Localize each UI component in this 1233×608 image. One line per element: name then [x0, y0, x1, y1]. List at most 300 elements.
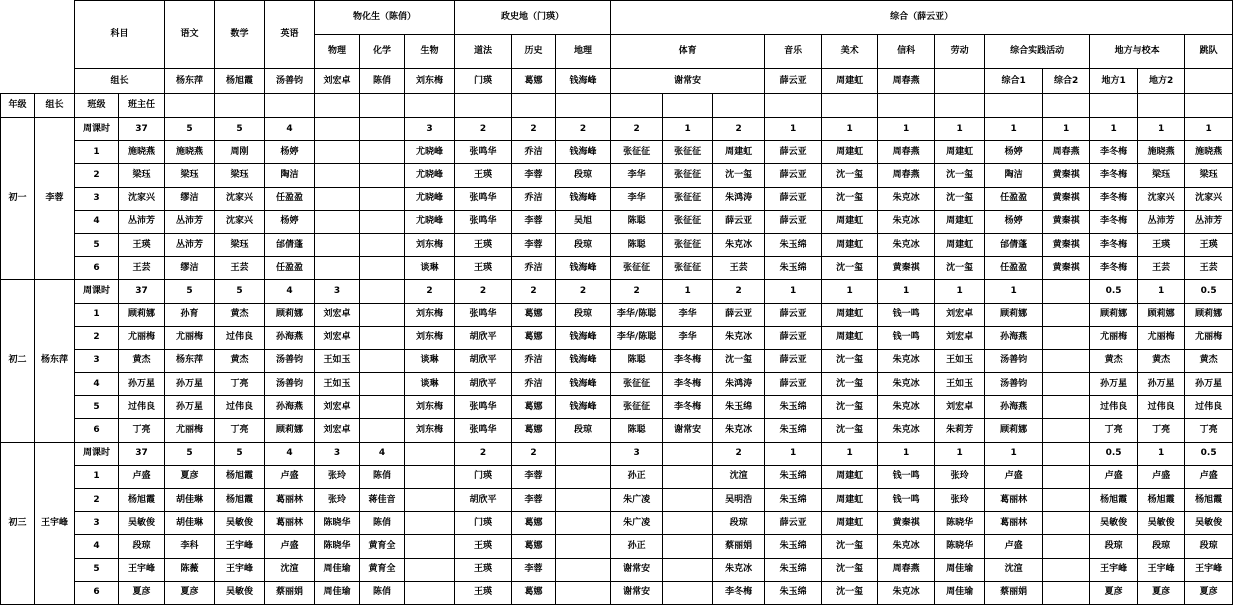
table-cell: 陈晓华 [315, 535, 360, 558]
table-cell: 李冬梅 [1090, 164, 1138, 187]
table-cell: 孙万星 [1185, 373, 1233, 396]
table-cell: 沈家兴 [1138, 187, 1185, 210]
table-cell: 孙育 [165, 303, 215, 326]
table-cell: 王宇峰 [1090, 558, 1138, 581]
table-cell: 李华 [611, 187, 663, 210]
banji-label: 班级 [75, 94, 119, 118]
table-cell: 葛娜 [512, 512, 556, 535]
table-cell: 朱玉绵 [765, 535, 822, 558]
table-cell: 2 [512, 442, 556, 465]
table-cell: 沈一玺 [822, 164, 878, 187]
col-wuli: 物理 [315, 35, 360, 69]
table-cell: 过伟良 [215, 326, 265, 349]
table-cell: 3 [75, 512, 119, 535]
zuzhang-label: 组长 [75, 69, 165, 94]
table-cell: 周建虹 [935, 141, 985, 164]
table-cell: 李冬梅 [1090, 257, 1138, 280]
table-cell: 梁珏 [165, 164, 215, 187]
table-cell: 王芸 [119, 257, 165, 280]
table-cell [1043, 512, 1090, 535]
table-cell: 沈一玺 [822, 373, 878, 396]
table-cell: 李科 [165, 535, 215, 558]
table-cell: 陈晓华 [315, 512, 360, 535]
zuzhang-name: 葛娜 [512, 69, 556, 94]
table-cell: 王瑛 [119, 233, 165, 256]
table-cell: 段琼 [119, 535, 165, 558]
table-cell: 陈晓华 [935, 512, 985, 535]
table-cell: 杨婷 [985, 141, 1043, 164]
table-cell [360, 373, 405, 396]
table-cell [1043, 326, 1090, 349]
table-cell: 朱克冰 [878, 581, 935, 604]
table-cell: 周建虹 [822, 326, 878, 349]
table-cell: 2 [455, 280, 512, 303]
table-cell: 37 [119, 280, 165, 303]
table-cell: 朱广凌 [611, 489, 663, 512]
table-cell: 黄杰 [215, 349, 265, 372]
table-cell: 胡欣平 [455, 489, 512, 512]
table-cell: 刘东梅 [405, 396, 455, 419]
table-cell: 朱玉绵 [765, 419, 822, 442]
table-cell [360, 257, 405, 280]
table-cell [315, 257, 360, 280]
zuzhang-name: 周建虹 [822, 69, 878, 94]
table-cell: 朱克冰 [713, 558, 765, 581]
table-cell: 孙海燕 [265, 326, 315, 349]
table-cell: 李冬梅 [663, 373, 713, 396]
table-cell: 沈渲 [713, 465, 765, 488]
table-cell [360, 118, 405, 141]
table-cell: 沈一玺 [935, 187, 985, 210]
table-cell: 沈一玺 [713, 164, 765, 187]
table-cell: 沈家兴 [215, 210, 265, 233]
table-cell: 2 [713, 442, 765, 465]
table-cell: 1 [1138, 118, 1185, 141]
table-cell: 尤丽梅 [165, 419, 215, 442]
table-row [1, 558, 1233, 581]
table-cell [360, 326, 405, 349]
table-cell: 1 [822, 118, 878, 141]
table-cell: 5 [165, 280, 215, 303]
table-cell: 朱鸿涛 [713, 373, 765, 396]
table-cell: 朱玉绵 [765, 558, 822, 581]
table-cell: 梁珏 [119, 164, 165, 187]
table-cell [1043, 280, 1090, 303]
table-cell: 顾莉娜 [985, 303, 1043, 326]
table-cell [360, 141, 405, 164]
banzhuren-label: 班主任 [119, 94, 165, 118]
table-cell: 薛云亚 [765, 187, 822, 210]
table-cell: 周建虹 [935, 210, 985, 233]
table-cell: 5 [215, 280, 265, 303]
table-cell: 张征征 [663, 210, 713, 233]
table-cell: 胡欣平 [455, 349, 512, 372]
table-cell: 顾莉娜 [1138, 303, 1185, 326]
table-cell: 王如玉 [315, 349, 360, 372]
table-cell: 张鸣华 [455, 419, 512, 442]
table-cell: 1 [985, 118, 1043, 141]
table-cell: 顾莉娜 [265, 419, 315, 442]
zuzhang-name [935, 69, 985, 94]
table-cell [1043, 303, 1090, 326]
table-cell [360, 303, 405, 326]
table-cell: 葛娜 [512, 326, 556, 349]
table-cell [405, 535, 455, 558]
table-cell: 段琼 [1138, 535, 1185, 558]
col-yingyu: 英语 [265, 1, 315, 69]
table-cell: 0.5 [1185, 442, 1233, 465]
table-cell: 朱克冰 [878, 349, 935, 372]
table-cell: 陈聪 [611, 233, 663, 256]
table-cell: 段琼 [713, 512, 765, 535]
table-cell: 卢盛 [119, 465, 165, 488]
table-cell: 夏彦 [1138, 581, 1185, 604]
table-cell: 葛娜 [512, 419, 556, 442]
table-cell: 周刚 [215, 141, 265, 164]
table-cell: 王如玉 [935, 373, 985, 396]
table-cell: 4 [75, 373, 119, 396]
table-cell: 3 [315, 280, 360, 303]
table-cell: 朱克冰 [713, 233, 765, 256]
table-cell: 周建虹 [822, 489, 878, 512]
table-cell: 陈俏 [360, 465, 405, 488]
table-cell: 周佳瑜 [935, 581, 985, 604]
table-cell: 卢盛 [1185, 465, 1233, 488]
table-cell: 6 [75, 581, 119, 604]
table-cell [663, 558, 713, 581]
table-cell [663, 489, 713, 512]
table-cell: 黄秦祺 [1043, 233, 1090, 256]
zuzhang-name: 陈俏 [360, 69, 405, 94]
table-cell: 门瑛 [455, 512, 512, 535]
table-cell: 朱玉绵 [765, 465, 822, 488]
table-cell: 李蓉 [512, 558, 556, 581]
table-cell: 邰倩蓬 [985, 233, 1043, 256]
table-cell [663, 512, 713, 535]
table-cell: 黄杰 [1090, 349, 1138, 372]
zuzhang-name: 刘宏卓 [315, 69, 360, 94]
table-cell: 卢盛 [1090, 465, 1138, 488]
table-cell: 沈一玺 [822, 558, 878, 581]
table-cell [663, 465, 713, 488]
table-cell: 丁亮 [1090, 419, 1138, 442]
group-wuhuasheng: 物化生（陈俏） [315, 1, 455, 35]
table-cell [405, 489, 455, 512]
table-cell: 1 [878, 118, 935, 141]
table-row [1, 465, 1233, 488]
table-cell: 葛娜 [512, 535, 556, 558]
table-cell: 陈聪 [611, 349, 663, 372]
table-cell: 任盈盈 [985, 187, 1043, 210]
table-cell: 37 [119, 118, 165, 141]
table-cell: 沈渲 [265, 558, 315, 581]
table-cell [1043, 581, 1090, 604]
table-cell: 周建虹 [822, 512, 878, 535]
table-cell: 陈俏 [360, 581, 405, 604]
table-cell [360, 164, 405, 187]
table-cell: 朱莉芳 [935, 419, 985, 442]
grade-name: 初一 [1, 118, 35, 280]
table-cell: 孙万星 [165, 396, 215, 419]
table-cell [663, 535, 713, 558]
table-cell: 顾莉娜 [1185, 303, 1233, 326]
table-cell: 刘宏卓 [315, 303, 360, 326]
table-cell: 6 [75, 257, 119, 280]
grade-leader: 王宇峰 [35, 442, 75, 604]
table-cell: 薛云亚 [765, 326, 822, 349]
table-cell [405, 442, 455, 465]
table-cell: 朱克冰 [878, 187, 935, 210]
table-cell: 乔洁 [512, 257, 556, 280]
table-cell: 张鸣华 [455, 141, 512, 164]
table-cell: 沈一玺 [935, 164, 985, 187]
col-daofa: 道法 [455, 35, 512, 69]
table-cell: 1 [1138, 280, 1185, 303]
grade-name: 初二 [1, 280, 35, 442]
table-cell: 钱海峰 [556, 187, 611, 210]
table-cell: 丛沛芳 [165, 233, 215, 256]
table-cell: 过伟良 [1185, 396, 1233, 419]
table-cell: 黄杰 [1138, 349, 1185, 372]
table-cell [1043, 373, 1090, 396]
table-cell [556, 512, 611, 535]
table-cell: 沈一玺 [713, 349, 765, 372]
table-cell: 黄秦祺 [1043, 187, 1090, 210]
table-cell: 4 [265, 442, 315, 465]
table-cell: 王宇峰 [119, 558, 165, 581]
table-cell: 王瑛 [455, 535, 512, 558]
table-cell: 钱海峰 [556, 349, 611, 372]
table-cell: 4 [265, 118, 315, 141]
table-cell: 谈琳 [405, 349, 455, 372]
table-cell: 段琼 [556, 303, 611, 326]
table-cell: 朱玉绵 [765, 396, 822, 419]
table-row [1, 187, 1233, 210]
nianji-label: 年级 [1, 94, 35, 118]
zuzhang-name: 地方1 [1090, 69, 1138, 94]
table-cell: 吴敏俊 [215, 512, 265, 535]
table-cell: 钱一鸣 [878, 465, 935, 488]
table-cell: 尤晓峰 [405, 187, 455, 210]
table-cell: 5 [75, 558, 119, 581]
table-cell: 张征征 [663, 257, 713, 280]
table-cell: 丁亮 [1138, 419, 1185, 442]
table-row [1, 141, 1233, 164]
table-cell: 丁亮 [215, 373, 265, 396]
table-cell: 张征征 [663, 233, 713, 256]
zuzhang-name: 综合2 [1043, 69, 1090, 94]
table-cell: 薛云亚 [713, 303, 765, 326]
table-cell: 周建虹 [713, 141, 765, 164]
table-cell: 张征征 [611, 257, 663, 280]
zuzhang-name: 地方2 [1138, 69, 1185, 94]
table-cell [1043, 558, 1090, 581]
col-huaxue: 化学 [360, 35, 405, 69]
table-cell: 施晓燕 [165, 141, 215, 164]
table-cell: 沈一玺 [935, 257, 985, 280]
table-cell: 张玲 [315, 465, 360, 488]
table-cell: 李蓉 [512, 465, 556, 488]
table-cell [663, 442, 713, 465]
table-cell: 孙正 [611, 465, 663, 488]
zuzhang-name: 汤善钧 [265, 69, 315, 94]
table-cell: 1 [663, 118, 713, 141]
table-cell: 沈一玺 [822, 581, 878, 604]
table-cell: 施晓燕 [119, 141, 165, 164]
table-cell: 0.5 [1090, 280, 1138, 303]
table-cell [360, 280, 405, 303]
table-cell: 吴敏俊 [1090, 512, 1138, 535]
table-cell: 黄秦祺 [878, 257, 935, 280]
table-cell: 1 [1090, 118, 1138, 141]
table-cell: 李华/陈聪 [611, 326, 663, 349]
table-cell: 王瑛 [455, 164, 512, 187]
table-cell: 王宇峰 [1138, 558, 1185, 581]
table-cell: 施晓燕 [1138, 141, 1185, 164]
table-cell: 黄秦祺 [1043, 257, 1090, 280]
table-cell [1043, 442, 1090, 465]
table-cell: 陈聪 [611, 210, 663, 233]
table-cell: 周春燕 [878, 164, 935, 187]
table-cell: 段琼 [556, 164, 611, 187]
table-cell: 2 [75, 164, 119, 187]
table-cell: 丛沛芳 [119, 210, 165, 233]
table-cell: 周春燕 [1043, 141, 1090, 164]
table-cell: 顾莉娜 [265, 303, 315, 326]
table-cell: 葛丽林 [265, 489, 315, 512]
table-cell: 李华 [611, 164, 663, 187]
table-cell: 沈渲 [985, 558, 1043, 581]
table-cell: 孙万星 [119, 373, 165, 396]
table-cell: 朱克冰 [878, 373, 935, 396]
table-cell: 薛云亚 [765, 210, 822, 233]
table-cell: 钱一鸣 [878, 489, 935, 512]
table-cell: 刘宏卓 [935, 326, 985, 349]
col-difang: 地方与校本 [1090, 35, 1185, 69]
table-row [1, 489, 1233, 512]
table-row [1, 581, 1233, 604]
col-tiaodui: 跳队 [1185, 35, 1233, 69]
table-cell: 张鸣华 [455, 210, 512, 233]
table-cell: 刘东梅 [405, 419, 455, 442]
table-cell: 2 [455, 442, 512, 465]
table-cell: 王瑛 [455, 233, 512, 256]
table-cell: 王宇峰 [215, 558, 265, 581]
table-cell: 2 [713, 118, 765, 141]
table-cell: 5 [215, 442, 265, 465]
table-cell: 张征征 [611, 396, 663, 419]
table-cell: 陈俏 [360, 512, 405, 535]
table-cell: 任盈盈 [265, 187, 315, 210]
zuzhang-name: 综合1 [985, 69, 1043, 94]
table-cell: 丁亮 [1185, 419, 1233, 442]
col-xinke: 信科 [878, 35, 935, 69]
table-cell: 蔡丽娟 [985, 581, 1043, 604]
table-cell: 过伟良 [215, 396, 265, 419]
table-cell: 1 [1185, 118, 1233, 141]
table-row [1, 419, 1233, 442]
table-cell: 王如玉 [935, 349, 985, 372]
table-cell: 黄秦祺 [1043, 164, 1090, 187]
table-cell: 周建虹 [822, 465, 878, 488]
table-cell: 沈一玺 [822, 535, 878, 558]
table-cell: 张玲 [315, 489, 360, 512]
table-cell: 尤丽梅 [1090, 326, 1138, 349]
table-cell: 李冬梅 [1090, 141, 1138, 164]
table-cell: 2 [611, 118, 663, 141]
table-cell: 邰倩蓬 [265, 233, 315, 256]
table-cell: 薛云亚 [765, 512, 822, 535]
table-cell: 黄秦祺 [1043, 210, 1090, 233]
table-cell: 沈一玺 [822, 349, 878, 372]
table-cell: 薛云亚 [765, 164, 822, 187]
table-cell: 2 [512, 280, 556, 303]
table-cell: 孙海燕 [985, 326, 1043, 349]
table-cell: 胡欣平 [455, 373, 512, 396]
table-cell: 2 [75, 489, 119, 512]
table-cell [556, 489, 611, 512]
table-cell: 谢常安 [611, 558, 663, 581]
table-cell: 1 [1138, 442, 1185, 465]
table-cell: 梁珏 [1138, 164, 1185, 187]
table-cell: 37 [119, 442, 165, 465]
table-cell: 卢盛 [265, 535, 315, 558]
table-cell: 王瑛 [455, 558, 512, 581]
col-laodong: 劳动 [935, 35, 985, 69]
table-cell: 4 [75, 535, 119, 558]
table-row [1, 164, 1233, 187]
table-cell: 1 [663, 280, 713, 303]
table-cell: 周课时 [75, 442, 119, 465]
col-meishu: 美术 [822, 35, 878, 69]
table-cell: 李华 [663, 303, 713, 326]
table-cell: 1 [878, 280, 935, 303]
table-cell [663, 581, 713, 604]
col-shengwu: 生物 [405, 35, 455, 69]
table-cell: 丁亮 [119, 419, 165, 442]
table-cell: 黄秦祺 [878, 512, 935, 535]
table-cell: 沈家兴 [215, 187, 265, 210]
table-cell: 杨东萍 [165, 349, 215, 372]
table-cell: 梁珏 [215, 233, 265, 256]
table-cell: 夏彦 [165, 581, 215, 604]
table-cell: 5 [215, 118, 265, 141]
table-cell: 周建虹 [822, 233, 878, 256]
table-cell: 周佳瑜 [315, 558, 360, 581]
table-cell: 黄育全 [360, 558, 405, 581]
table-cell: 1 [75, 141, 119, 164]
table-cell: 刘宏卓 [315, 326, 360, 349]
table-cell: 顾莉娜 [1090, 303, 1138, 326]
table-cell: 4 [265, 280, 315, 303]
table-cell: 周建虹 [822, 141, 878, 164]
table-cell: 陈聪 [611, 419, 663, 442]
table-cell: 汤善钧 [265, 349, 315, 372]
table-cell: 刘宏卓 [935, 303, 985, 326]
table-cell: 葛娜 [512, 303, 556, 326]
table-cell: 周佳瑜 [935, 558, 985, 581]
table-row [1, 303, 1233, 326]
col-yuwen: 语文 [165, 1, 215, 69]
table-cell: 杨婷 [265, 141, 315, 164]
table-cell: 1 [985, 442, 1043, 465]
table-cell: 王芸 [1185, 257, 1233, 280]
table-cell: 钱一鸣 [878, 326, 935, 349]
col-shuxue: 数学 [215, 1, 265, 69]
table-cell: 李华 [663, 326, 713, 349]
table-cell: 王宇峰 [215, 535, 265, 558]
table-cell: 周春燕 [878, 141, 935, 164]
